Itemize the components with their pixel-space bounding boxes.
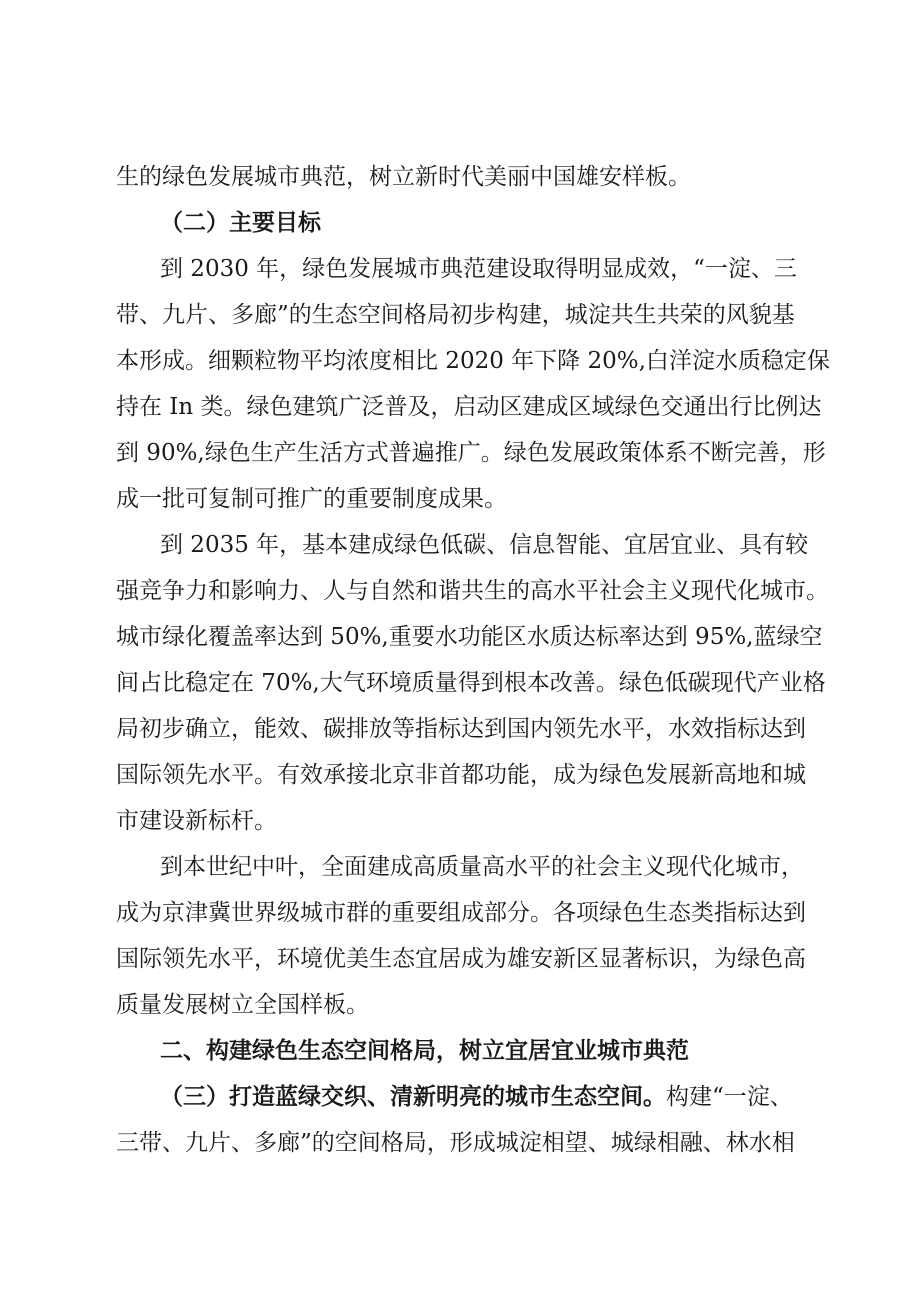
paragraph-line: 强竞争力和影响力、人与自然和谐共生的高水平社会主义现代化城市。 bbox=[116, 578, 829, 604]
paragraph-line-mixed bbox=[160, 1082, 793, 1112]
section-heading-main-goals: （二）主要目标 bbox=[160, 209, 321, 236]
paragraph-line: 带、九片、多廊”的生态空间格局初步构建，城淀共生共荣的风貌基 bbox=[116, 302, 795, 328]
paragraph-line: 市建设新标杆。 bbox=[116, 808, 277, 834]
paragraph-line: 到 2030 年，绿色发展城市典范建设取得明显成效，“一淀、三 bbox=[160, 256, 797, 282]
paragraph-line: 到 90%,绿色生产生活方式普遍推广。绿色发展政策体系不断完善，形 bbox=[116, 440, 826, 466]
paragraph-line: 三带、九片、多廊”的空间格局，形成城淀相望、城绿相融、林水相 bbox=[116, 1130, 795, 1156]
paragraph-line: 成一批可复制可推广的重要制度成果。 bbox=[116, 486, 507, 512]
paragraph-line: 城市绿化覆盖率达到 50%,重要水功能区水质达标率达到 95%,蓝绿空 bbox=[116, 624, 823, 650]
paragraph-line: 国际领先水平，环境优美生态宜居成为雄安新区显著标识，为绿色高 bbox=[116, 946, 806, 972]
paragraph-line: 到 2035 年，基本建成绿色低碳、信息智能、宜居宜业、具有较 bbox=[160, 532, 809, 558]
paragraph-line: 间占比稳定在 70%,大气环境质量得到根本改善。绿色低碳现代产业格 bbox=[116, 670, 826, 696]
paragraph-line: 本形成。细颗粒物平均浓度相比 2020 年下降 20%,白洋淀水质稳定保 bbox=[116, 348, 830, 374]
paragraph-line: 生的绿色发展城市典范，树立新时代美丽中国雄安样板。 bbox=[116, 164, 691, 190]
chapter-heading-two: 二、构建绿色生态空间格局，树立宜居宜业城市典范 bbox=[160, 1037, 689, 1064]
paragraph-line: 到本世纪中叶，全面建成高质量高水平的社会主义现代化城市， bbox=[160, 854, 804, 880]
paragraph-line: 成为京津冀世界级城市群的重要组成部分。各项绿色生态类指标达到 bbox=[116, 900, 806, 926]
paragraph-line: 持在 In 类。绿色建筑广泛普及，启动区建成区域绿色交通出行比例达 bbox=[116, 394, 822, 420]
section-heading-three: （三）打造蓝绿交织、清新明亮的城市生态空间。 bbox=[160, 1083, 666, 1110]
paragraph-text: 构建“一淀、 bbox=[666, 1084, 793, 1110]
paragraph-line: 国际领先水平。有效承接北京非首都功能，成为绿色发展新高地和城 bbox=[116, 762, 806, 788]
paragraph-line: 质量发展树立全国样板。 bbox=[116, 992, 369, 1018]
paragraph-line: 局初步确立，能效、碳排放等指标达到国内领先水平，水效指标达到 bbox=[116, 716, 806, 742]
